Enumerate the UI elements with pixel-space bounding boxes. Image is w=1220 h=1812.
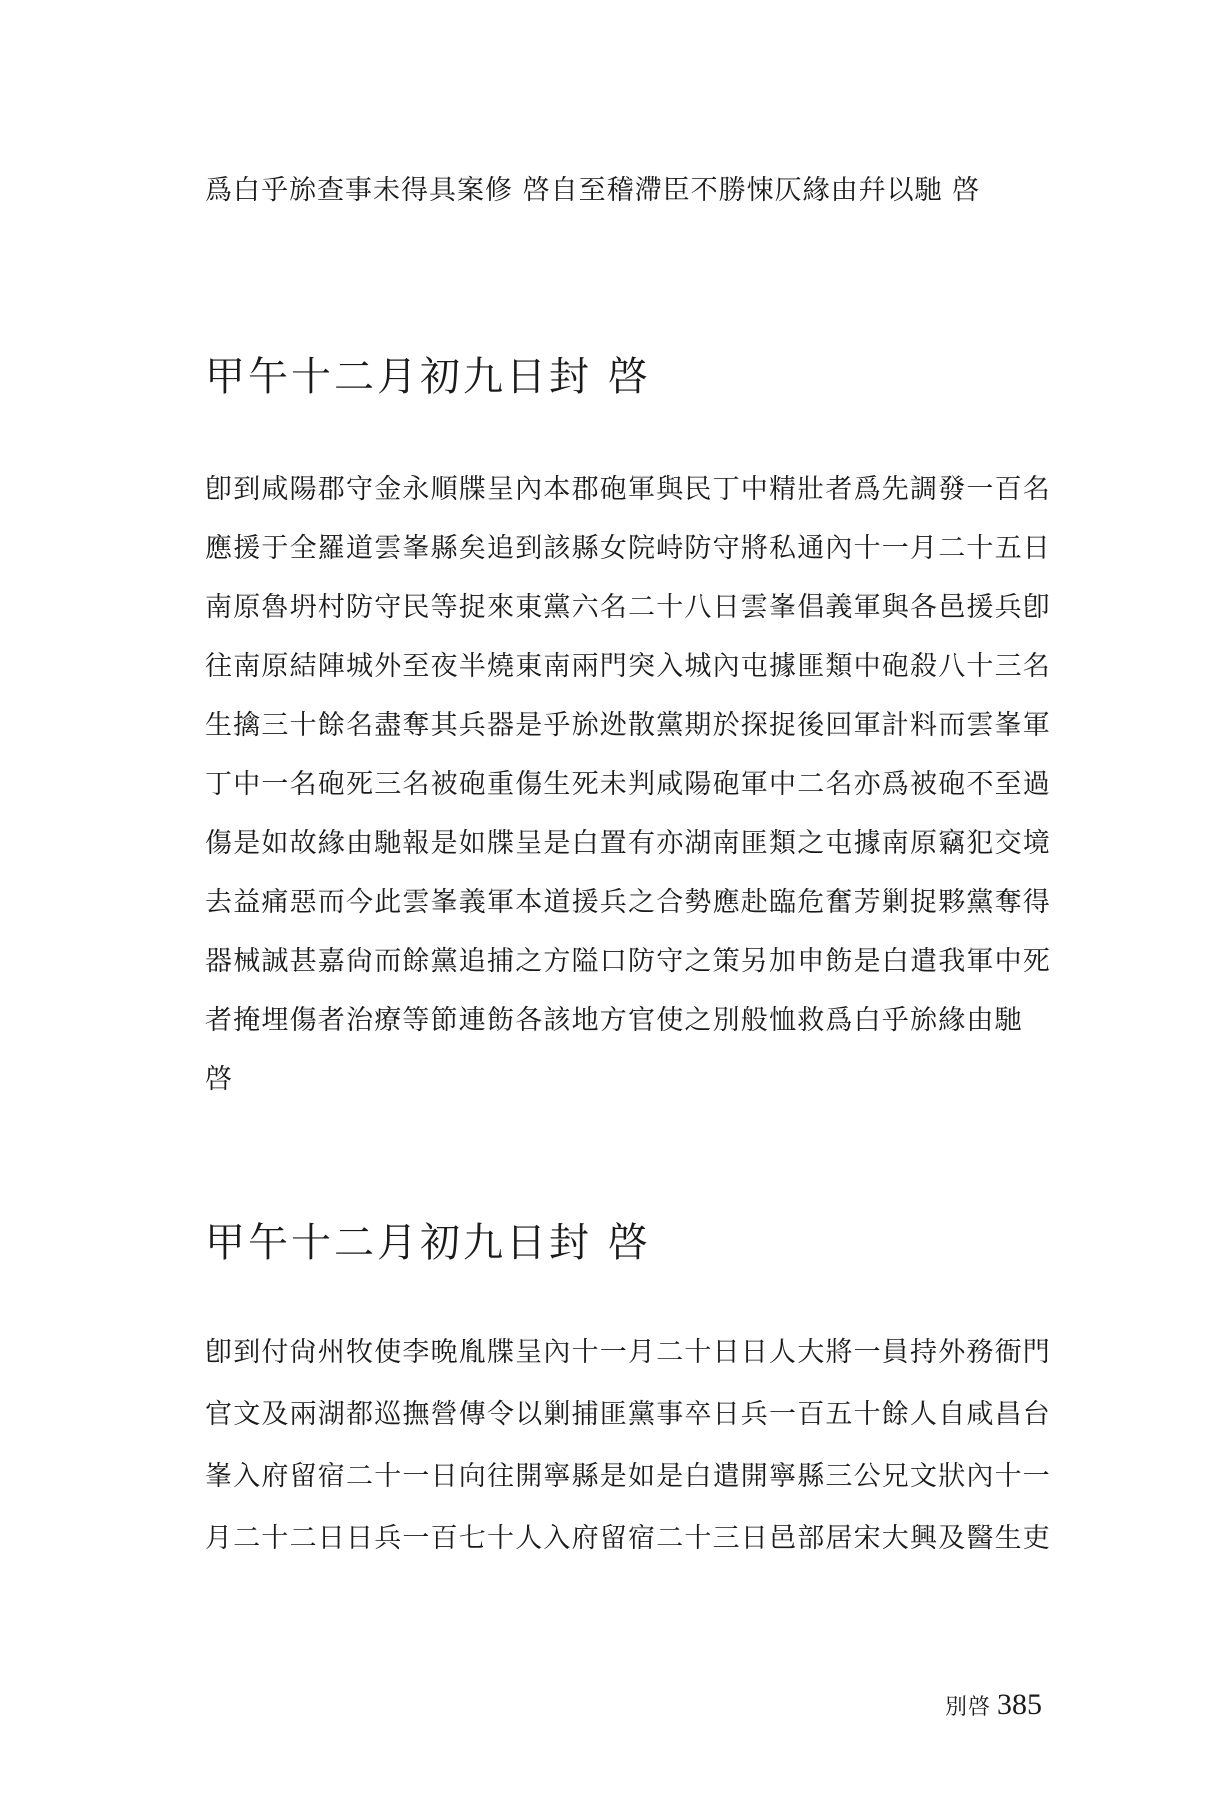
body-line: 器械誠甚嘉尙而餘黨追捕之方隘口防守之策另加申飭是白遣我軍中死 [205, 946, 1051, 977]
intro-line: 爲白乎旀查事未得具案修 啓自至稽滯臣不勝悚仄緣由幷以馳 啓 [205, 175, 981, 206]
body-line: 南原魯坍村防守民等捉來東黨六名二十八日雲峯倡義軍與各邑援兵卽 [205, 592, 1051, 623]
body-line: 去益痛惡而今此雲峯義軍本道援兵之合勢應赴臨危奮芳剿捉夥黨奪得 [205, 887, 1051, 918]
body-line: 官文及兩湖都巡撫營傳令以剿捕匪黨事卒日兵一百五十餘人自咸昌台 [205, 1399, 1051, 1430]
body-line: 應援于全羅道雲峯縣矣追到該縣女院峙防守將私通內十一月二十五日 [205, 533, 1051, 564]
running-footer-label: 別啓 [945, 1695, 992, 1720]
body-line: 往南原結陣城外至夜半燒東南兩門突入城內屯據匪類中砲殺八十三名 [205, 651, 1051, 682]
body-line: 傷是如故緣由馳報是如牒呈是白置有亦湖南匪類之屯據南原竊犯交境 [205, 828, 1051, 859]
body-line: 生擒三十餘名盡奪其兵器是乎旀迯散黨期於探捉後回軍計料而雲峯軍 [205, 710, 1051, 741]
page-number: 385 [997, 1688, 1043, 1721]
body-line: 啓 [205, 1064, 234, 1095]
entry-title: 甲午十二月初九日封 啓 [205, 1220, 651, 1266]
body-line: 卽到付尙州牧使李晩胤牒呈內十一月二十日日人大將一員持外務衙門 [205, 1337, 1051, 1368]
body-line: 卽到咸陽郡守金永順牒呈內本郡砲軍與民丁中精壯者爲先調發一百名 [205, 474, 1051, 505]
entry-title: 甲午十二月初九日封 啓 [205, 354, 651, 400]
body-line: 月二十二日日兵一百七十人入府留宿二十三日邑部居宋大興及醫生吏 [205, 1523, 1051, 1554]
page-footer [945, 1688, 1042, 1722]
body-line: 者掩埋傷者治療等節連飭各該地方官使之別般恤救爲白乎旀緣由馳 [205, 1005, 1023, 1036]
entry-body [205, 1322, 1051, 1570]
body-line: 峯入府留宿二十一日向往開寧縣是如是白遣開寧縣三公兄文狀內十一 [205, 1461, 1051, 1492]
body-line: 丁中一名砲死三名被砲重傷生死未判咸陽砲軍中二名亦爲被砲不至過 [205, 769, 1051, 800]
entry-body [205, 460, 1051, 1109]
